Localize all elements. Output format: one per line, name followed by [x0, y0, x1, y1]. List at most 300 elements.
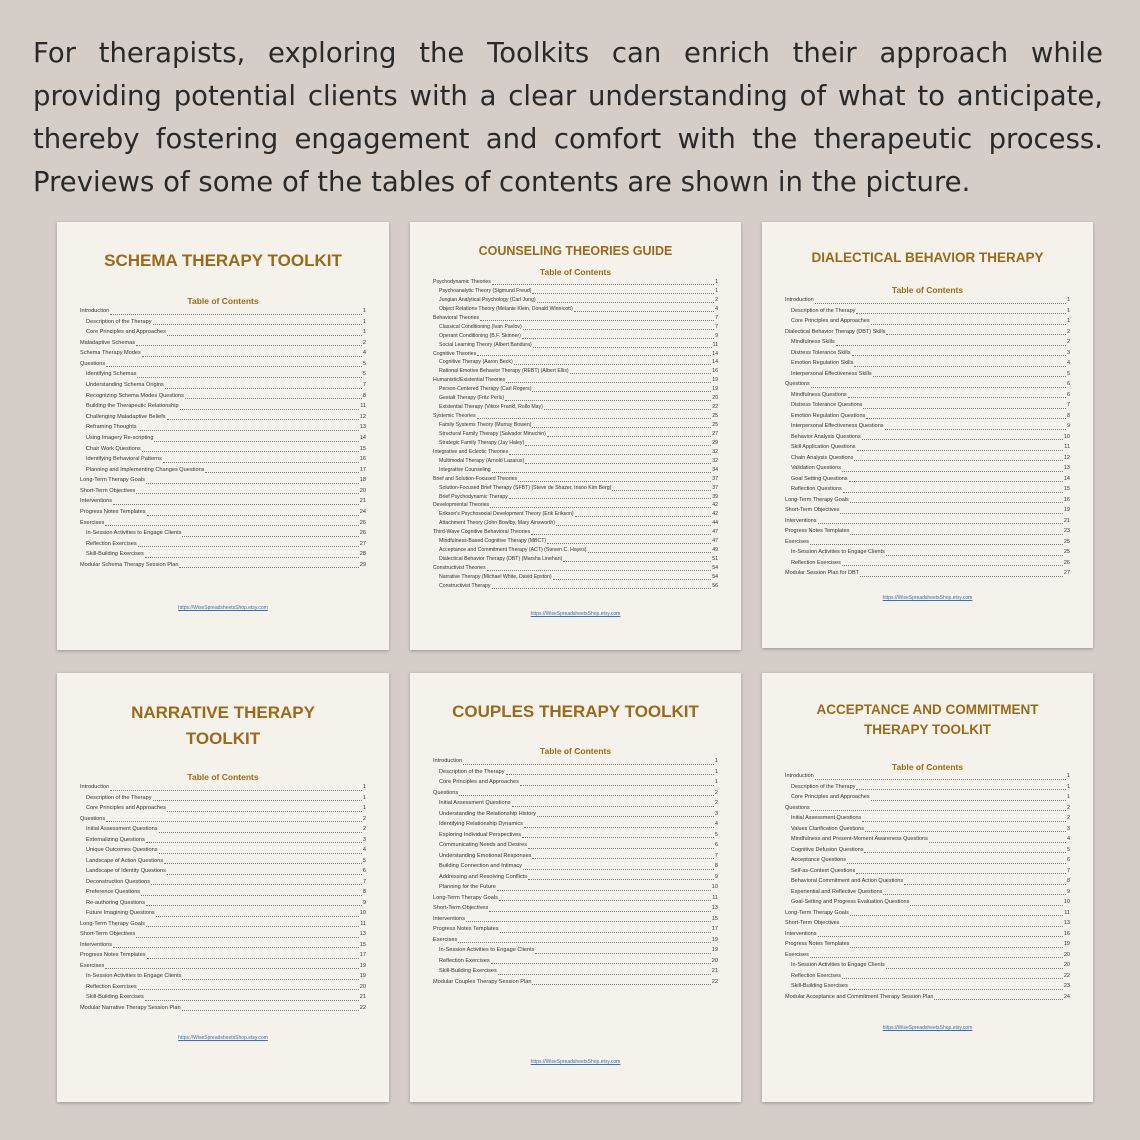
- toc-entry[interactable]: [785, 316, 1070, 327]
- toc-entry[interactable]: [80, 465, 366, 476]
- toc-dot-leader: [818, 936, 1063, 937]
- toc-page-number: 1: [1066, 307, 1070, 314]
- toc-dot-leader: [147, 958, 359, 959]
- toc-entry[interactable]: [785, 369, 1070, 380]
- toc-entry[interactable]: [785, 950, 1070, 961]
- toc-entry[interactable]: [433, 519, 718, 528]
- toc-page-number: 21: [1063, 517, 1070, 524]
- toc-entry[interactable]: [80, 475, 366, 486]
- toc-entry[interactable]: [433, 903, 718, 914]
- toc-entry-title: Understanding Emotional Responses: [439, 852, 532, 859]
- toc-dot-leader: [811, 810, 1066, 811]
- toc-entry[interactable]: [80, 391, 366, 402]
- toc-page-number: 9: [714, 873, 718, 880]
- toc-dot-leader: [818, 523, 1063, 524]
- toc-page-number: 16: [359, 456, 366, 463]
- toc-entry-title: Strategic Family Therapy (Jay Haley): [439, 439, 525, 446]
- toc-entry[interactable]: [80, 845, 366, 856]
- toc-entry[interactable]: [433, 439, 718, 448]
- toc-page-number: 18: [359, 477, 366, 484]
- toc-entry[interactable]: [80, 422, 366, 433]
- toc-entry-title: Psychodynamic Theories: [433, 279, 491, 285]
- toc-entry[interactable]: [785, 411, 1070, 422]
- toc-entry[interactable]: [80, 908, 366, 919]
- toc-entry-title: Values Clarification Questions: [791, 825, 864, 832]
- toc-entry-title: Self-as-Context Questions: [791, 867, 856, 874]
- toc-entry[interactable]: [80, 866, 366, 877]
- toc-page-number: 6: [1066, 381, 1070, 387]
- toc-entry[interactable]: [433, 367, 718, 376]
- toc-entry[interactable]: [80, 782, 366, 793]
- toc-dot-leader: [929, 842, 1066, 843]
- toc-entry[interactable]: [433, 493, 718, 502]
- toc-dot-leader: [849, 989, 1063, 990]
- toc-entry[interactable]: [433, 935, 718, 946]
- toc-page-number: 14: [1063, 475, 1070, 482]
- toc-entry[interactable]: [785, 813, 1070, 824]
- toc-page-number: 32: [712, 457, 718, 464]
- toc-entry[interactable]: [785, 337, 1070, 348]
- toc-entry[interactable]: [433, 296, 718, 305]
- toc-entry[interactable]: [433, 323, 718, 332]
- toc-page-number: 1: [1066, 794, 1070, 800]
- toc-dot-leader: [159, 832, 362, 833]
- toc-page-number: 10: [711, 884, 718, 891]
- toc-dot-leader: [850, 947, 1062, 948]
- toc-dot-leader: [847, 863, 1066, 864]
- toc-entry[interactable]: [433, 510, 718, 519]
- toc-page-number: 26: [1063, 559, 1070, 566]
- toc-page-number: 6: [1066, 857, 1070, 863]
- toc-entry[interactable]: [433, 977, 718, 988]
- toc-entry[interactable]: [785, 547, 1070, 558]
- toc-entry[interactable]: [80, 306, 366, 317]
- toc-page-number: 1: [714, 768, 718, 775]
- toc-dot-leader: [849, 481, 1063, 482]
- toc-entry[interactable]: [433, 809, 718, 820]
- toc-entry[interactable]: [80, 961, 366, 972]
- toc-page-number: 8: [1066, 412, 1070, 419]
- toc-page-schema-therapy: [57, 222, 389, 650]
- toc-entry[interactable]: [433, 582, 718, 591]
- toc-entry[interactable]: [785, 845, 1070, 856]
- toc-entry-title: Short-Term Objectives: [433, 905, 489, 912]
- toc-entry[interactable]: [433, 358, 718, 367]
- toc-entry[interactable]: [433, 475, 718, 484]
- toc-entry[interactable]: [785, 526, 1070, 537]
- toc-page-number: 7: [362, 878, 366, 885]
- toc-entry[interactable]: [785, 929, 1070, 940]
- toc-entry[interactable]: [785, 295, 1070, 306]
- toc-dot-leader: [883, 894, 1066, 895]
- intro-paragraph: For therapists, exploring the Toolkits can enrich their approach while providing potential clients with a clear understanding of what to anticipate, thereby fostering engagement and comfort with the therapeutic process. Previews of some of the tables of contents are shown in the picture.: [33, 37, 1103, 198]
- toc-entry[interactable]: [433, 430, 718, 439]
- toc-entry[interactable]: [80, 971, 366, 982]
- toc-page-number: 16: [1063, 496, 1070, 503]
- toc-entry-title: Mindfulness-Based Cognitive Therapy (MBCT): [439, 538, 547, 545]
- toc-entry-title: Dialectical Behavior Therapy (DBT) (Marsha Linehan): [439, 556, 563, 563]
- toc-entry[interactable]: [80, 486, 366, 497]
- toc-entry-title: Future Imagining Questions: [86, 910, 155, 917]
- toc-dot-leader: [575, 516, 712, 517]
- toc-entry[interactable]: [80, 898, 366, 909]
- toc-entry[interactable]: [80, 433, 366, 444]
- toc-dot-leader: [492, 472, 712, 473]
- toc-entry[interactable]: [785, 390, 1070, 401]
- toc-page-number: 19: [712, 377, 718, 384]
- toc-entry[interactable]: [433, 830, 718, 841]
- toc-entry[interactable]: [80, 518, 366, 529]
- toc-page-number: 25: [1063, 538, 1070, 545]
- toc-page-number: 14: [712, 350, 718, 357]
- toc-entry[interactable]: [785, 876, 1070, 887]
- toc-page-number: 3: [1066, 825, 1070, 832]
- toc-entry[interactable]: [80, 412, 366, 423]
- toc-dot-leader: [497, 890, 711, 891]
- toc-page-number: 15: [359, 941, 366, 948]
- toc-page-number: 20: [711, 957, 718, 964]
- toc-entry[interactable]: [433, 956, 718, 967]
- toc-dot-leader: [182, 979, 358, 980]
- toc-page-number: 34: [712, 466, 718, 473]
- toc-entry[interactable]: [785, 971, 1070, 982]
- toc-entry[interactable]: [433, 350, 718, 359]
- toc-dot-leader: [523, 869, 714, 870]
- toc-entry[interactable]: [433, 448, 718, 457]
- toc-dot-leader: [146, 483, 359, 484]
- toc-entry[interactable]: [433, 457, 718, 466]
- toc-entry[interactable]: [80, 1003, 366, 1014]
- toc-entry-title: Goal Setting Questions: [791, 475, 848, 482]
- toc-entry[interactable]: [433, 332, 718, 341]
- toc-entry[interactable]: [433, 924, 718, 935]
- toc-entry-title: Addressing and Resolving Conflicts: [439, 873, 527, 880]
- toc-entry[interactable]: [80, 496, 366, 507]
- toc-entry[interactable]: [433, 394, 718, 403]
- toc-entry[interactable]: [80, 560, 366, 571]
- toc-page-number: 4: [362, 847, 366, 854]
- toc-entry-title: Core Principles and Approaches: [791, 794, 870, 800]
- toc-dot-leader: [570, 373, 712, 374]
- shop-link[interactable]: https://WiseSpreadsheetsShop.etsy.com: [882, 1025, 973, 1031]
- toc-entry[interactable]: [785, 992, 1070, 1003]
- toc-entry[interactable]: [785, 463, 1070, 474]
- toc-entry[interactable]: [785, 537, 1070, 548]
- toc-entry-title: Identifying Schemas: [86, 371, 137, 378]
- toc-entry[interactable]: [785, 866, 1070, 877]
- toc-dot-leader: [843, 492, 1063, 493]
- toc-entry[interactable]: [785, 960, 1070, 971]
- toc-dot-leader: [886, 555, 1063, 556]
- toc-dot-leader: [142, 356, 362, 357]
- toc-dot-leader: [491, 963, 711, 964]
- toc-entry[interactable]: [433, 945, 718, 956]
- toc-entry-title: Recognizing Schema Modes Questions: [86, 392, 184, 399]
- toc-entry-title: Skill Application Questions: [791, 444, 856, 450]
- toc-entry[interactable]: [433, 466, 718, 475]
- toc-entry[interactable]: [80, 327, 366, 338]
- toc-page-number: 22: [1063, 972, 1070, 979]
- toc-entry[interactable]: [785, 379, 1070, 390]
- toc-entry-title: Brief and Solution-Focused Theories: [433, 475, 518, 482]
- toc-dot-leader: [138, 430, 359, 431]
- toc-entry[interactable]: [785, 834, 1070, 845]
- toc-dot-leader: [110, 314, 362, 315]
- toc-entry[interactable]: [785, 803, 1070, 814]
- toc-page-number: 19: [359, 962, 366, 969]
- toc-page-number: 51: [712, 556, 718, 563]
- toc-entry[interactable]: [433, 573, 718, 582]
- toc-entry[interactable]: [433, 314, 718, 323]
- toc-entry[interactable]: [80, 338, 366, 349]
- toc-dot-leader: [153, 800, 362, 801]
- toc-entry-title: Introduction: [785, 773, 814, 779]
- toc-entry[interactable]: [433, 851, 718, 862]
- toc-page-number: 2: [1066, 815, 1070, 821]
- toc-entry[interactable]: [80, 369, 366, 380]
- toc-page-number: 15: [1063, 486, 1070, 492]
- toc-dot-leader: [532, 391, 711, 392]
- toc-entry-title: Cognitive Theories: [433, 350, 477, 357]
- toc-dot-leader: [477, 355, 711, 356]
- toc-entry[interactable]: [433, 341, 718, 350]
- toc-entry[interactable]: [785, 358, 1070, 369]
- toc-dot-leader: [811, 387, 1066, 388]
- toc-entry[interactable]: [785, 432, 1070, 443]
- toc-dot-leader: [153, 324, 362, 325]
- toc-page-number: 8: [362, 889, 366, 896]
- toc-entry[interactable]: [785, 442, 1070, 453]
- toc-entry[interactable]: [80, 824, 366, 835]
- toc-page-number: 7: [1066, 402, 1070, 408]
- toc-entry[interactable]: [785, 887, 1070, 898]
- toc-entry[interactable]: [80, 803, 366, 814]
- toc-entry-title: Skill-Building Exercises: [791, 983, 848, 989]
- toc-entry-title: Mindfulness Skills: [791, 339, 835, 345]
- toc-entry[interactable]: [433, 421, 718, 430]
- toc-entry[interactable]: [785, 453, 1070, 464]
- toc-dot-leader: [509, 498, 711, 499]
- toc-entry[interactable]: [80, 444, 366, 455]
- toc-page-number: 11: [712, 894, 718, 901]
- toc-entry[interactable]: [433, 819, 718, 830]
- toc-entry[interactable]: [433, 882, 718, 893]
- toc-entry[interactable]: [433, 484, 718, 493]
- toc-entry-title: Integrative Counseling: [439, 466, 491, 473]
- toc-entry[interactable]: [785, 421, 1070, 432]
- toc-entry-title: Social Learning Theory (Albert Bandura): [439, 341, 532, 348]
- toc-entry[interactable]: [80, 982, 366, 993]
- toc-dot-leader: [857, 450, 1064, 451]
- toc-page-number: 10: [1063, 899, 1070, 905]
- toc-entry[interactable]: [80, 359, 366, 370]
- toc-entry-title: Initial Assessment Questions: [86, 826, 158, 833]
- toc-page-number: 17: [359, 466, 366, 473]
- toc-entry[interactable]: [433, 914, 718, 925]
- toc-entry-title: Core Principles and Approaches: [86, 805, 166, 812]
- toc-dot-leader: [537, 816, 714, 817]
- toc-entry[interactable]: [80, 887, 366, 898]
- toc-dot-leader: [904, 884, 1066, 885]
- toc-entry[interactable]: [785, 855, 1070, 866]
- toc-entry-title: Developmental Theories: [433, 502, 490, 509]
- shop-link[interactable]: https://WiseSpreadsheetsShop.etsy.com: [530, 611, 621, 617]
- toc-entry[interactable]: [433, 528, 718, 537]
- toc-entry[interactable]: [785, 348, 1070, 359]
- toc-entry-title: Interventions: [80, 498, 113, 505]
- toc-entry[interactable]: [433, 385, 718, 394]
- toc-entry[interactable]: [433, 788, 718, 799]
- toc-entry-title: Constructivist Theories: [433, 565, 486, 571]
- toc-dot-leader: [167, 874, 362, 875]
- toc-entry[interactable]: [433, 798, 718, 809]
- toc-entry[interactable]: [80, 940, 366, 951]
- toc-dot-leader: [492, 588, 712, 589]
- page-title: SCHEMA THERAPY TOOLKIT: [104, 251, 342, 270]
- toc-entry-title: Introduction: [433, 757, 463, 764]
- shop-link[interactable]: https://WiseSpreadsheetsShop.etsy.com: [178, 1035, 268, 1041]
- toc-entry-title: Questions: [785, 804, 810, 811]
- toc-entry[interactable]: [785, 981, 1070, 992]
- toc-page-number: 47: [712, 529, 718, 536]
- toc-page-number: 9: [362, 899, 366, 906]
- toc-entry[interactable]: [433, 756, 718, 767]
- toc-entry[interactable]: [80, 380, 366, 391]
- toc-entry[interactable]: [80, 814, 366, 825]
- toc-entry[interactable]: [80, 317, 366, 328]
- toc-entry[interactable]: [785, 474, 1070, 485]
- toc-entry-title: Introduction: [80, 783, 110, 790]
- toc-dot-leader: [910, 905, 1063, 906]
- toc-entry[interactable]: [433, 287, 718, 296]
- toc-page-number: 23: [1063, 983, 1070, 989]
- toc-dot-leader: [547, 436, 711, 437]
- toc-dot-leader: [854, 366, 1066, 367]
- toc-entry[interactable]: [433, 546, 718, 555]
- toc-entry-title: Skill-Building Exercises: [439, 968, 497, 975]
- toc-entry[interactable]: [785, 568, 1070, 579]
- toc-dot-leader: [533, 347, 712, 348]
- toc-entry[interactable]: [80, 856, 366, 867]
- toc-heading: Table of Contents: [891, 285, 964, 295]
- toc-entry[interactable]: [785, 939, 1070, 950]
- toc-page-number: 2: [362, 339, 366, 346]
- toc-entry[interactable]: [80, 793, 366, 804]
- toc-page-number: 13: [711, 905, 718, 912]
- toc-page-act: [762, 673, 1093, 1102]
- toc-entry[interactable]: [785, 484, 1070, 495]
- toc-entry[interactable]: [80, 454, 366, 465]
- toc-entry-title: Description of the Therapy: [439, 768, 505, 775]
- toc-entry-title: Description of the Therapy: [791, 783, 856, 790]
- toc-entry[interactable]: [785, 897, 1070, 908]
- toc-entry[interactable]: [433, 777, 718, 788]
- toc-dot-leader: [556, 525, 711, 526]
- toc-entry[interactable]: [433, 537, 718, 546]
- page-title: COUNSELING THEORIES GUIDE: [478, 244, 673, 258]
- toc-entry[interactable]: [433, 305, 718, 314]
- toc-entry-title: Progress Notes Templates: [433, 926, 499, 933]
- toc-page-number: 1: [715, 279, 718, 285]
- toc-entry[interactable]: [80, 919, 366, 930]
- toc-entry[interactable]: [785, 505, 1070, 516]
- toc-entry[interactable]: [785, 824, 1070, 835]
- toc-entry-title: Building the Therapeutic Relationship: [86, 403, 179, 410]
- toc-entry[interactable]: [80, 877, 366, 888]
- toc-entry[interactable]: [80, 507, 366, 518]
- toc-entry[interactable]: [80, 401, 366, 412]
- toc-entry[interactable]: [80, 348, 366, 359]
- toc-entry[interactable]: [433, 767, 718, 778]
- toc-page-number: 6: [362, 868, 366, 875]
- toc-entry[interactable]: [785, 400, 1070, 411]
- toc-entry[interactable]: [433, 966, 718, 977]
- toc-entry-title: Progress Notes Templates: [785, 528, 850, 534]
- toc-entry[interactable]: [785, 495, 1070, 506]
- toc-dot-leader: [871, 324, 1066, 325]
- toc-entry[interactable]: [80, 992, 366, 1003]
- toc-page-couples-therapy: [410, 673, 741, 1102]
- toc-entry-title: Mindfulness and Present-Moment Awareness Questions: [791, 836, 928, 842]
- toc-entry[interactable]: [433, 501, 718, 510]
- toc-entry-title: Erikson's Psychosocial Development Theory (Erik Erikson): [439, 511, 574, 518]
- toc-entry[interactable]: [785, 771, 1070, 782]
- toc-page-number: 37: [712, 475, 718, 482]
- toc-entry[interactable]: [785, 306, 1070, 317]
- toc-entry[interactable]: [80, 549, 366, 560]
- toc-dot-leader: [182, 536, 358, 537]
- toc-entry-title: Questions: [433, 789, 459, 796]
- toc-entry-title: Questions: [80, 815, 106, 822]
- toc-entry-title: Schema Therapy Modes: [80, 350, 141, 357]
- toc-entry[interactable]: [433, 555, 718, 564]
- toc-entry[interactable]: [785, 908, 1070, 919]
- toc-entry[interactable]: [433, 412, 718, 421]
- toc-page-number: 20: [1063, 951, 1070, 958]
- toc-entry[interactable]: [433, 564, 718, 573]
- toc-page-number: 8: [714, 863, 718, 870]
- toc-page-number: 26: [359, 530, 366, 537]
- toc-entry[interactable]: [785, 782, 1070, 793]
- toc-heading: Table of Contents: [187, 772, 259, 782]
- toc-entry[interactable]: [433, 376, 718, 385]
- toc-entry[interactable]: [785, 327, 1070, 338]
- toc-entry[interactable]: [80, 528, 366, 539]
- toc-entry[interactable]: [80, 950, 366, 961]
- toc-dot-leader: [810, 544, 1063, 545]
- toc-dot-leader: [156, 916, 359, 917]
- shop-link[interactable]: https://WiseSpreadsheetsShop.etsy.com: [882, 595, 973, 601]
- toc-entry[interactable]: [785, 516, 1070, 527]
- toc-entry[interactable]: [80, 929, 366, 940]
- toc-entry[interactable]: [785, 918, 1070, 929]
- toc-entry[interactable]: [785, 558, 1070, 569]
- toc-entry[interactable]: [80, 539, 366, 550]
- toc-entry[interactable]: [433, 840, 718, 851]
- toc-entry[interactable]: [433, 403, 718, 412]
- toc-entry[interactable]: [433, 278, 718, 287]
- toc-entry-title: Long-Term Therapy Goals: [433, 894, 498, 901]
- toc-entry-title: Operant Conditioning (B.F. Skinner): [439, 332, 521, 339]
- shop-link[interactable]: https://WiseSpreadsheetsShop.etsy.com: [178, 605, 268, 611]
- toc-entry[interactable]: [80, 835, 366, 846]
- toc-page-number: 5: [714, 831, 718, 838]
- shop-link[interactable]: https://WiseSpreadsheetsShop.etsy.com: [530, 1059, 621, 1065]
- toc-entry[interactable]: [785, 792, 1070, 803]
- toc-entry[interactable]: [433, 861, 718, 872]
- toc-entry[interactable]: [433, 893, 718, 904]
- toc-entry[interactable]: [433, 872, 718, 883]
